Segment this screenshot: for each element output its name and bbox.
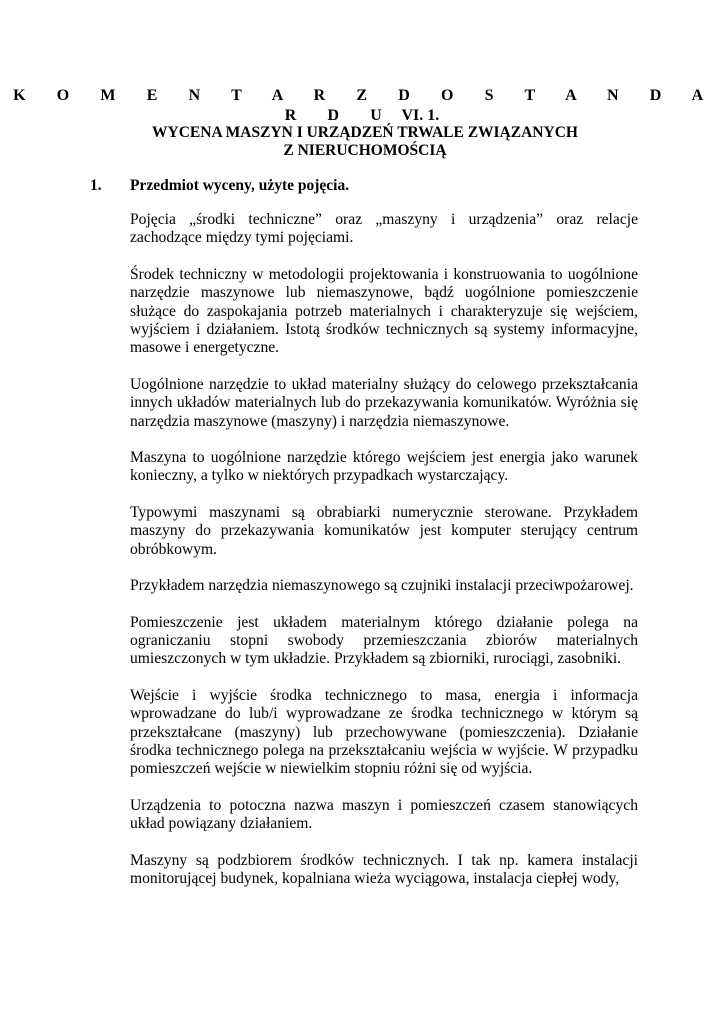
document-title-prefix: K O M E N T A R Z D O S T A N D A R D U [13,87,711,124]
paragraph: Wejście i wyjście środka technicznego to masa, energia i informacja wprowadzane do lub/i wyprowadzane ze środka technicznego w którym są przekształcane (maszyny) lub przechowywane (pomieszczenia). Działanie środka technicznego polega na przekształcaniu wejścia w wyjście. W przypadku pomieszczeń wejście w niewielkim stopniu różni się od wyjścia. [130,686,638,778]
section-title: Przedmiot wyceny, użyte pojęcia. [130,177,350,194]
document-title [0,86,724,126]
paragraph: Maszyna to uogólnione narzędzie którego wejściem jest energia jako warunek konieczny, a tylko w niektórych przypadkach wystarczający. [130,449,638,485]
document-subtitle-line2: Z NIERUCHOMOŚCIĄ [283,142,447,159]
paragraph: Pomieszczenie jest układem materialnym którego działanie polega na ograniczaniu stopni swobody przemieszczania zbiorów materialnych umieszczonych w tym układzie. Przykładem są zbiorniki, rurociągi, zasobniki. [130,613,638,668]
paragraph: Pojęcia „środki techniczne” oraz „maszyny i urządzenia” oraz relacje zachodzące między tymi pojęciami. [130,211,638,247]
paragraph: Środek techniczny w metodologii projektowania i konstruowania to uogólnione narzędzie maszynowe lub niemaszynowe, bądź uogólnione pomieszczenie służące do zaspokajania potrzeb materialnych i charakteryzuje się wejściem, wyjściem i działaniem. Istotą środków technicznych są systemy informacyjne, masowe i energetyczne. [130,265,638,357]
document-subtitle-line1: WYCENA MASZYN I URZĄDZEŃ TRWALE ZWIĄZANYCH [152,124,578,141]
section-body [130,211,638,888]
paragraph: Uogólnione narzędzie to układ materialny służący do celowego przekształcania innych układów materialnych lub do przekazywania komunikatów. Wyróżnia się narzędzia maszynowe (maszyny) i narzędzia niemaszynowe. [130,375,638,430]
paragraph: Typowymi maszynami są obrabiarki numerycznie sterowane. Przykładem maszyny do przekazywania komunikatów jest komputer sterujący centrum obróbkowym. [130,503,638,558]
document-subtitle [130,124,600,160]
document-title-suffix: VI. 1. [401,107,440,124]
paragraph: Przykładem narzędzia niemaszynowego są czujniki instalacji przeciwpożarowej. [130,577,634,595]
paragraph: Urządzenia to potoczna nazwa maszyn i pomieszczeń czasem stanowiących układ powiązany działaniem. [130,796,638,833]
paragraph: Maszyny są podzbiorem środków technicznych. I tak np. kamera instalacji monitorującej budynek, kopalniana wieża wyciągowa, instalacja ciepłej wody, [130,851,638,887]
section-number: 1. [90,177,102,194]
